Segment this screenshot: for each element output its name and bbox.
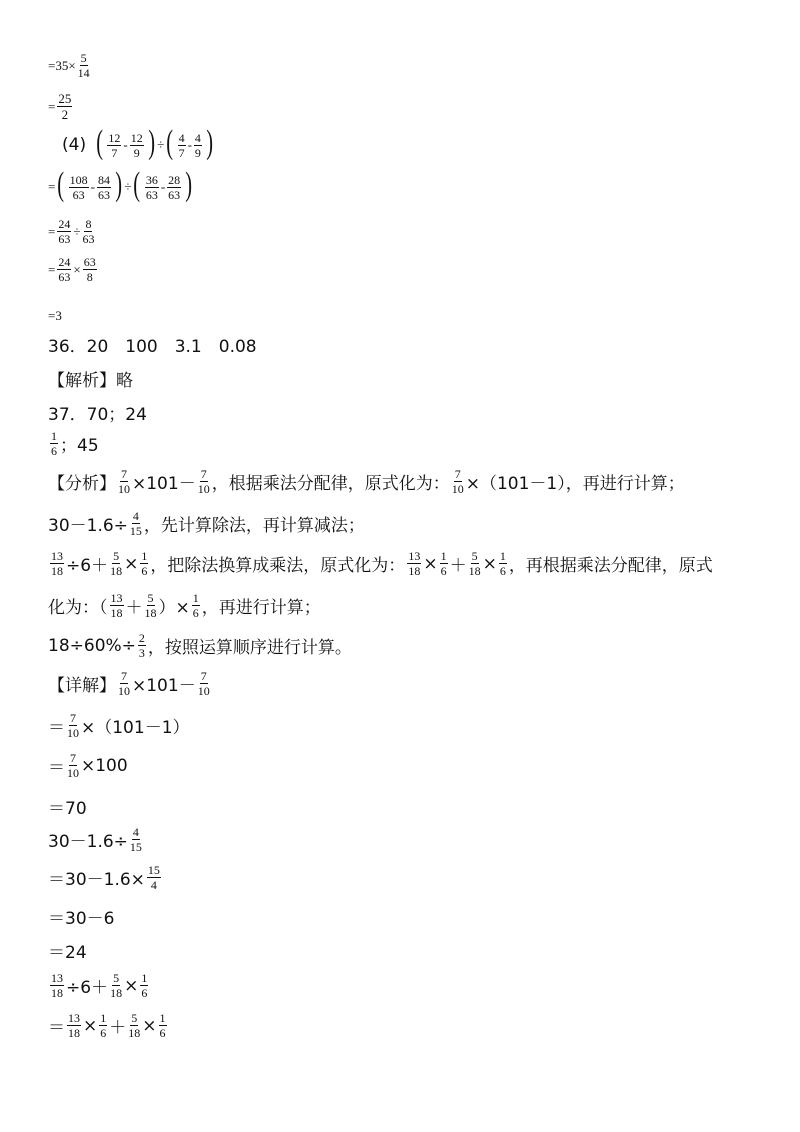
fraction-denominator: 15 xyxy=(129,524,142,538)
text: ；45 xyxy=(60,436,99,456)
text: 30－1.6÷ xyxy=(48,832,128,852)
fraction xyxy=(440,550,448,577)
fraction-denominator: 6 xyxy=(192,606,199,620)
text: × xyxy=(482,553,497,574)
text: 化为：（ xyxy=(48,598,108,618)
fraction xyxy=(50,430,58,457)
fenxi-line-5 xyxy=(48,632,352,659)
fraction-denominator: 6 xyxy=(440,564,447,578)
fraction-numerator: 12 xyxy=(108,130,121,145)
fraction-numerator: 13 xyxy=(68,1011,80,1025)
text: ×（101－1） xyxy=(81,718,190,738)
fraction-denominator: 10 xyxy=(118,684,130,698)
text: =3 xyxy=(48,308,62,323)
fraction-denominator: 9 xyxy=(133,145,140,160)
text: 【解析】略 xyxy=(48,371,133,391)
fraction xyxy=(99,1012,107,1039)
fraction-denominator: 63 xyxy=(145,187,158,202)
paren-open: ( xyxy=(133,166,141,203)
fraction xyxy=(499,550,507,577)
text: ×101－ xyxy=(132,676,196,696)
fraction-numerator: 8 xyxy=(85,217,92,231)
fraction xyxy=(145,174,159,201)
fraction-denominator: 63 xyxy=(58,270,71,284)
fraction xyxy=(140,972,148,999)
xiangjie-line-5 xyxy=(48,826,144,853)
fraction xyxy=(97,174,111,201)
fraction xyxy=(118,468,130,495)
text: ÷ xyxy=(157,137,165,152)
fenxi-line-3 xyxy=(48,550,713,577)
fraction-denominator: 10 xyxy=(197,684,210,698)
fraction-numerator: 1 xyxy=(192,591,199,605)
fraction xyxy=(138,632,146,659)
fraction-denominator: 6 xyxy=(141,986,148,1000)
text: 36．20 100 3.1 0.08 xyxy=(48,337,257,357)
fraction-numerator: 1 xyxy=(141,549,148,563)
text: ，再进行计算； xyxy=(201,598,321,618)
paren-open: ( xyxy=(96,124,104,161)
xiangjie-line-4 xyxy=(48,794,87,819)
section-tag: 【分析】 xyxy=(48,474,116,494)
fraction-numerator: 15 xyxy=(147,863,160,877)
fraction xyxy=(67,752,79,779)
text: × xyxy=(124,553,139,574)
xiangjie-line-9 xyxy=(48,972,150,999)
fraction xyxy=(110,972,122,999)
fraction xyxy=(118,670,130,697)
text: × xyxy=(423,553,438,574)
text: ，根据乘法分配律，原式化为： xyxy=(211,474,450,494)
text: ＋ xyxy=(109,1018,127,1038)
text: ＝30－6 xyxy=(48,909,115,929)
fraction-denominator: 18 xyxy=(51,564,63,578)
fraction xyxy=(159,1012,167,1039)
fraction-denominator: 10 xyxy=(197,482,210,496)
fraction-denominator: 63 xyxy=(168,187,181,202)
fraction-numerator: 5 xyxy=(113,971,120,985)
text: ÷6＋ xyxy=(66,556,109,576)
fraction-denominator: 63 xyxy=(98,187,111,202)
fenxi-line-4 xyxy=(48,592,321,619)
fraction xyxy=(140,550,148,577)
fraction-denominator: 18 xyxy=(110,986,123,1000)
text: × xyxy=(73,261,81,277)
text: ＝70 xyxy=(48,799,87,819)
fraction-numerator: 1 xyxy=(159,1011,166,1025)
fraction xyxy=(130,132,144,159)
paren-close: ) xyxy=(206,124,213,161)
fraction-numerator: 1 xyxy=(440,549,447,563)
text: - xyxy=(123,137,128,152)
calc-line-2 xyxy=(48,92,74,121)
fraction xyxy=(130,510,142,537)
fraction-numerator: 36 xyxy=(145,172,158,187)
fraction-denominator: 10 xyxy=(67,726,79,740)
fraction-denominator: 4 xyxy=(150,878,157,892)
text: - xyxy=(90,179,96,194)
fraction xyxy=(178,132,186,159)
fraction xyxy=(83,256,97,283)
fraction-denominator: 15 xyxy=(129,840,142,854)
paren-close: ) xyxy=(185,166,193,203)
fraction xyxy=(407,550,421,577)
text: = xyxy=(48,223,56,239)
fraction-numerator: 1 xyxy=(499,549,506,563)
calc-line-1 xyxy=(48,52,92,79)
fraction-numerator: 2 xyxy=(138,631,145,645)
xiangjie-line-6 xyxy=(48,864,163,891)
fraction-denominator: 18 xyxy=(68,1026,80,1040)
calc-line-3 xyxy=(62,124,215,161)
xiangjie-line-7 xyxy=(48,904,114,929)
fraction xyxy=(82,218,94,245)
fraction-denominator: 6 xyxy=(159,1026,166,1040)
q37-answer xyxy=(48,400,147,425)
text: × xyxy=(124,975,139,996)
fraction-denominator: 6 xyxy=(51,444,57,458)
fraction xyxy=(107,132,121,159)
fraction-numerator: 13 xyxy=(110,591,123,605)
text: ＋ xyxy=(449,556,467,576)
text: ，再根据乘法分配律，原式 xyxy=(508,556,713,576)
fraction-numerator: 5 xyxy=(113,549,120,563)
fraction-numerator: 1 xyxy=(51,429,57,443)
fraction xyxy=(57,256,71,283)
fraction-numerator: 4 xyxy=(178,130,185,145)
fraction xyxy=(167,174,181,201)
fraction-numerator: 13 xyxy=(51,971,63,985)
text: ÷6＋ xyxy=(66,978,109,998)
fraction-numerator: 7 xyxy=(200,669,207,683)
fraction-denominator: 18 xyxy=(128,1026,141,1040)
fraction-denominator: 10 xyxy=(451,482,464,496)
fraction-denominator: 63 xyxy=(58,232,71,246)
fenxi-line-2 xyxy=(48,510,365,537)
fraction xyxy=(57,92,72,121)
text: × xyxy=(142,1015,157,1036)
fraction-denominator: 63 xyxy=(72,187,85,202)
fraction-denominator: 9 xyxy=(194,145,201,160)
fraction-numerator: 1 xyxy=(100,1011,107,1025)
fraction xyxy=(194,132,202,159)
paren-open: ( xyxy=(57,166,65,203)
fraction xyxy=(67,1012,81,1039)
text: × xyxy=(83,1015,98,1036)
fraction-denominator: 2 xyxy=(61,107,69,122)
fraction-numerator: 7 xyxy=(70,751,76,765)
q36-answer xyxy=(48,332,257,357)
fraction xyxy=(198,468,210,495)
fraction xyxy=(67,712,79,739)
fraction-denominator: 3 xyxy=(138,646,145,660)
fraction-denominator: 18 xyxy=(468,564,481,578)
fraction-numerator: 84 xyxy=(98,172,111,187)
paren-close: ) xyxy=(148,124,155,161)
fraction xyxy=(145,592,157,619)
text: ×101－ xyxy=(132,474,196,494)
fraction-numerator: 24 xyxy=(58,217,71,231)
xiangjie-line-10 xyxy=(48,1012,169,1039)
fraction-denominator: 10 xyxy=(67,766,79,780)
fraction-denominator: 7 xyxy=(178,145,185,160)
fraction-denominator: 18 xyxy=(408,564,421,578)
fraction-numerator: 24 xyxy=(58,255,71,269)
text: ＝ xyxy=(48,718,65,738)
text: = xyxy=(48,179,56,194)
calc-line-7 xyxy=(48,308,62,324)
text: ，把除法换算成乘法，原式化为： xyxy=(150,556,406,576)
text: = xyxy=(48,98,56,114)
fraction xyxy=(128,1012,140,1039)
text: ×100 xyxy=(81,755,128,776)
fraction-numerator: 5 xyxy=(80,51,87,65)
fraction-denominator: 6 xyxy=(141,564,148,578)
fraction-numerator: 7 xyxy=(70,711,76,725)
text: ＝ xyxy=(48,758,65,778)
xiangjie-line-2 xyxy=(48,712,190,739)
fraction-denominator: 18 xyxy=(144,606,157,620)
text: 37．70；24 xyxy=(48,405,147,425)
fraction xyxy=(147,864,161,891)
paren-close: ) xyxy=(115,166,123,203)
text: ＝30－1.6× xyxy=(48,870,145,890)
fraction-denominator: 6 xyxy=(100,1026,107,1040)
fraction-numerator: 7 xyxy=(121,467,127,481)
fraction xyxy=(78,52,90,79)
calc-line-5 xyxy=(48,218,96,245)
fraction xyxy=(50,972,64,999)
fraction-numerator: 4 xyxy=(132,509,139,523)
fraction-denominator: 63 xyxy=(82,232,95,246)
fraction-numerator: 5 xyxy=(471,549,478,563)
fraction-numerator: 7 xyxy=(121,669,127,683)
calc-line-4 xyxy=(48,166,194,203)
fraction-numerator: 5 xyxy=(131,1011,138,1025)
fraction-numerator: 4 xyxy=(194,130,201,145)
fraction-numerator: 108 xyxy=(69,172,88,187)
text: ＝24 xyxy=(48,943,87,963)
fraction xyxy=(69,174,89,201)
fraction xyxy=(57,218,71,245)
text: - xyxy=(160,179,166,194)
fraction-numerator: 12 xyxy=(130,130,143,145)
fraction xyxy=(192,592,200,619)
fraction-denominator: 14 xyxy=(77,66,90,80)
fraction-denominator: 18 xyxy=(110,606,123,620)
fraction-numerator: 7 xyxy=(200,467,207,481)
text: ×（101－1），再进行计算； xyxy=(465,474,685,494)
text: = xyxy=(48,261,56,277)
fraction-numerator: 5 xyxy=(147,591,154,605)
fraction-numerator: 1 xyxy=(141,971,148,985)
calc-line-6 xyxy=(48,256,99,283)
fraction-numerator: 25 xyxy=(58,91,72,106)
fraction xyxy=(110,592,124,619)
fraction-numerator: 4 xyxy=(132,825,139,839)
xiangjie-line-3 xyxy=(48,752,128,779)
fraction-numerator: 28 xyxy=(168,172,181,187)
text: - xyxy=(187,137,192,152)
xiangjie-line-1 xyxy=(48,670,212,697)
question-label: (4) xyxy=(62,135,87,155)
paren-open: ( xyxy=(166,124,174,161)
text: ＝ xyxy=(48,1018,65,1038)
fraction-denominator: 6 xyxy=(499,564,506,578)
text: ，按照运算顺序进行计算。 xyxy=(147,638,352,658)
fraction-denominator: 7 xyxy=(111,145,118,160)
text: ÷ xyxy=(124,179,132,194)
xiangjie-line-8 xyxy=(48,938,87,963)
fraction xyxy=(452,468,464,495)
fraction-numerator: 13 xyxy=(408,549,421,563)
text: ÷ xyxy=(73,223,81,239)
fraction-numerator: 7 xyxy=(454,467,461,481)
fraction xyxy=(50,550,64,577)
fraction-denominator: 8 xyxy=(86,270,93,284)
fraction xyxy=(110,550,122,577)
fraction xyxy=(130,826,142,853)
text: =35× xyxy=(48,57,76,73)
fraction-numerator: 63 xyxy=(83,255,96,269)
section-tag: 【详解】 xyxy=(48,676,116,696)
jiexi xyxy=(48,366,133,391)
text: ）× xyxy=(158,598,190,618)
fraction-denominator: 18 xyxy=(110,564,123,578)
fraction xyxy=(198,670,210,697)
text: 18÷60%÷ xyxy=(48,635,136,656)
fraction-denominator: 10 xyxy=(118,482,130,496)
fraction-numerator: 13 xyxy=(51,549,63,563)
q37-answer-b xyxy=(48,430,99,457)
fraction-denominator: 18 xyxy=(51,986,63,1000)
fraction xyxy=(469,550,481,577)
text: ，先计算除法，再计算减法； xyxy=(143,516,365,536)
text: ＋ xyxy=(125,598,143,618)
fenxi-line-1 xyxy=(48,468,685,495)
text: 30－1.6÷ xyxy=(48,516,128,536)
